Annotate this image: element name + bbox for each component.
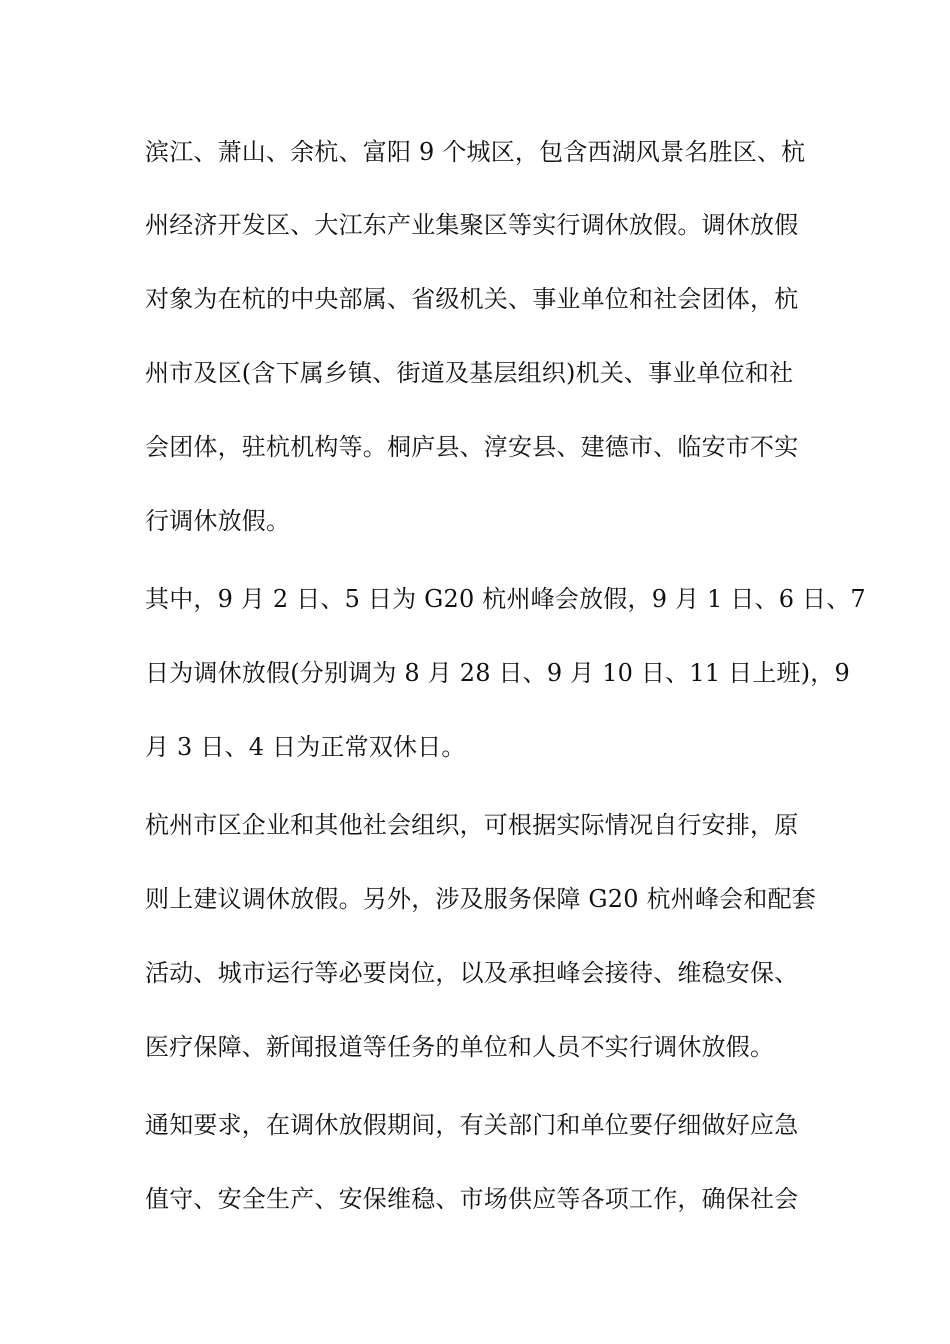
text-line: 州经济开发区、大江东产业集聚区等实行调休放假。调休放假 [145,211,799,239]
text-line: 州市及区(含下属乡镇、街道及基层组织)机关、事业单位和社 [145,359,794,387]
text-line: 活动、城市运行等必要岗位，以及承担峰会接待、维稳安保、 [145,959,799,987]
text-line: 会团体，驻杭机构等。桐庐县、淳安县、建德市、临安市不实 [145,433,799,461]
text-line: 通知要求，在调休放假期间，有关部门和单位要仔细做好应急 [145,1111,799,1139]
text-line: 月 3 日、4 日为正常双休日。 [145,733,466,761]
text-line: 日为调休放假(分别调为 8 月 28 日、9 月 10 日、11 日上班)，9 [145,659,850,687]
text-line: 对象为在杭的中央部属、省级机关、事业单位和社会团体，杭 [145,285,799,313]
text-line: 杭州市区企业和其他社会组织，可根据实际情况自行安排，原 [145,811,799,839]
text-line: 医疗保障、新闻报道等任务的单位和人员不实行调休放假。 [145,1033,775,1061]
text-line: 则上建议调休放假。另外，涉及服务保障 G20 杭州峰会和配套 [145,885,816,913]
text-line: 行调休放假。 [145,507,291,535]
text-line: 其中，9 月 2 日、5 日为 G20 杭州峰会放假，9 月 1 日、6 日、7 [145,585,866,613]
text-line: 值守、安全生产、安保维稳、市场供应等各项工作，确保社会 [145,1185,799,1213]
text-line: 滨江、萧山、余杭、富阳 9 个城区，包含西湖风景名胜区、杭 [145,138,806,166]
